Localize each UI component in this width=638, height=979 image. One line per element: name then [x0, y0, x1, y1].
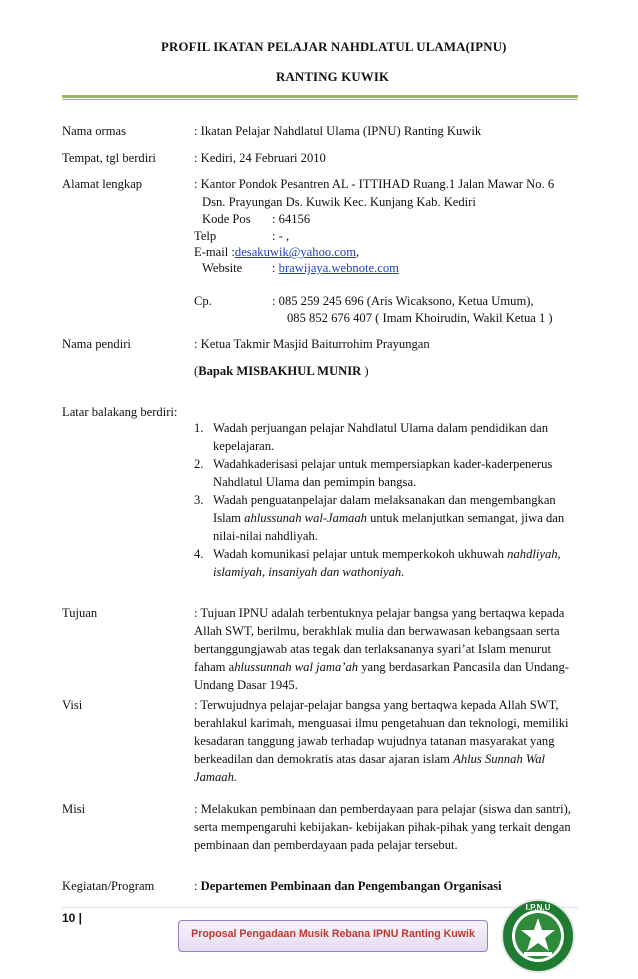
kegiatan-line: [194, 877, 502, 895]
website-colon: :: [272, 261, 279, 275]
tujuan-line2: Allah SWT, berilmu, berakhlak mulia dan berwawasan kebangsaan serta: [194, 624, 560, 638]
latar-item-1-line2: kepelajaran.: [213, 439, 275, 453]
label-telp: Telp: [194, 229, 217, 243]
latar-item-3-line1: Wadah penguatanpelajar dalam melaksanakan dan mengembangkan: [213, 493, 556, 507]
ipnu-logo: [500, 898, 576, 974]
misi-line3: pembinaan dan pemberdayaan pada pelajar tersebut.: [194, 838, 458, 852]
label-pendiri: Nama pendiri: [62, 337, 131, 351]
latar-item-3-line2: [213, 509, 564, 527]
kegiatan-colon: :: [194, 879, 201, 893]
latar-item-3-line2-italic: ahlussunah wal-Jamaah: [244, 511, 367, 525]
email-prefix: E-mail :: [194, 245, 235, 259]
website-line: [272, 259, 399, 277]
value-nama-ormas: : Ikatan Pelajar Nahdlatul Ulama (IPNU) Ranting Kuwik: [194, 124, 482, 138]
label-latar: Latar balakang berdiri:: [62, 405, 178, 419]
label-nama-ormas: Nama ormas: [62, 124, 126, 138]
latar-item-4-line2: islamiyah, insaniyah dan wathoniyah.: [213, 565, 405, 579]
header-divider: [62, 95, 578, 98]
tujuan-line3: bertanggungjawab atas tegak dan terlaksananya syari’at Islam menurut: [194, 642, 552, 656]
latar-item-3-line3: nilai-nilai nahdliyah.: [213, 529, 318, 543]
visi-line3: kesadaran tanggung jawab terhadap wujudnya tatanan masyarakat yang: [194, 734, 555, 748]
label-ttl: Tempat, tgl berdiri: [62, 151, 156, 165]
label-cp: Cp.: [194, 294, 212, 308]
latar-item-4-line1: [213, 545, 561, 563]
header-divider-thin: [62, 99, 578, 100]
latar-item-1-line1: Wadah perjuangan pelajar Nahdlatul Ulama dalam pendidikan dan: [213, 421, 549, 435]
visi-line4: [194, 750, 545, 768]
latar-item-2-line2: Nahdlatul Ulama dan pemimpin bangsa.: [213, 475, 417, 489]
value-ttl: : Kediri, 24 Februari 2010: [194, 151, 326, 165]
latar-item-2-num: 2.: [194, 457, 204, 471]
visi-line1: : Terwujudnya pelajar-pelajar bangsa yang bertaqwa kepada Allah SWT,: [194, 698, 559, 712]
value-kodepos: : 64156: [272, 212, 311, 226]
label-kodepos: Kode Pos: [202, 212, 251, 226]
tujuan-line5: Undang Dasar 1945.: [194, 678, 298, 692]
value-telp: : - ,: [272, 229, 290, 243]
latar-item-3-line2b: untuk melanjutkan semangat, jiwa dan: [366, 511, 565, 525]
misi-line1: : Melakukan pembinaan dan pemberdayaan para pelajar (siswa dan santri),: [194, 802, 571, 816]
pendiri-open-paren: (: [194, 364, 199, 378]
value-alamat-line2: Dsn. Prayungan Ds. Kuwik Kec. Kunjang Kab. Kediri: [202, 195, 476, 209]
website-link[interactable]: brawijaya.webnote.com: [278, 261, 399, 275]
value-alamat-line1: : Kantor Pondok Pesantren AL - ITTIHAD Ruang.1 Jalan Mawar No. 6: [194, 177, 555, 191]
pendiri-name-line: [194, 362, 369, 380]
email-link[interactable]: desakuwik@yahoo.com: [234, 245, 356, 259]
misi-line2: serta mempengaruhi kebijakan- kebijakan pihak-pihak yang terkait dengan: [194, 820, 571, 834]
page-number: 10 |: [62, 911, 83, 925]
visi-line5: Jamaah.: [194, 770, 238, 784]
tujuan-line1: : Tujuan IPNU adalah terbentuknya pelajar bangsa yang bertaqwa kepada: [194, 606, 565, 620]
tujuan-line4-italic: hlussunnah wal jama’ah: [234, 660, 359, 674]
label-alamat: Alamat lengkap: [62, 177, 143, 191]
pendiri-name: Bapak MISBAKHUL MUNIR: [198, 364, 362, 378]
page-subtitle: RANTING KUWIK: [276, 70, 390, 84]
label-visi: Visi: [62, 698, 83, 712]
pendiri-close-paren: ): [361, 364, 369, 378]
label-misi: Misi: [62, 802, 86, 816]
kegiatan-value: Departemen Pembinaan dan Pengembangan Organisasi: [200, 879, 502, 893]
label-kegiatan: Kegiatan/Program: [62, 879, 155, 893]
tujuan-line4: [194, 658, 569, 676]
visi-line2: berahlakul karimah, menguasai ilmu pengetahuan dan teknologi, memiliki: [194, 716, 569, 730]
visi-line4a: berkeadilan dan demokratis atas dasar ajaran islam: [194, 752, 454, 766]
value-cp-line1: : 085 259 245 696 (Aris Wicaksono, Ketua Umum),: [272, 294, 534, 308]
footer-banner: [178, 920, 488, 952]
latar-item-4-line1a: Wadah komunikasi pelajar untuk memperkokoh ukhuwah: [213, 547, 508, 561]
latar-item-1-num: 1.: [194, 421, 204, 435]
email-suffix: ,: [356, 245, 360, 259]
footer-banner-text: Proposal Pengadaan Musik Rebana IPNU Ranting Kuwik: [191, 928, 475, 940]
label-tujuan: Tujuan: [62, 606, 98, 620]
latar-item-2-line1: Wadahkaderisasi pelajar untuk mempersiapkan kader-kaderpenerus: [213, 457, 553, 471]
label-website: Website: [202, 261, 243, 275]
value-pendiri: : Ketua Takmir Masjid Baiturrohim Prayungan: [194, 337, 430, 351]
latar-item-4-line1-italic: nahdliyah,: [507, 547, 561, 561]
latar-item-3-num: 3.: [194, 493, 204, 507]
tujuan-line4a: faham a: [194, 660, 235, 674]
page-title: PROFIL IKATAN PELAJAR NAHDLATUL ULAMA(IPNU): [161, 40, 507, 54]
ipnu-logo-icon: [500, 898, 576, 974]
latar-item-3-line2a: Islam: [213, 511, 245, 525]
logo-text: I.P.N.U: [525, 903, 551, 912]
value-cp-line2: 085 852 676 407 ( Imam Khoirudin, Wakil Ketua 1 ): [287, 311, 553, 325]
visi-line4-italic: Ahlus Sunnah Wal: [453, 752, 546, 766]
tujuan-line4b: yang berdasarkan Pancasila dan Undang-: [358, 660, 569, 674]
latar-item-4-num: 4.: [194, 547, 204, 561]
